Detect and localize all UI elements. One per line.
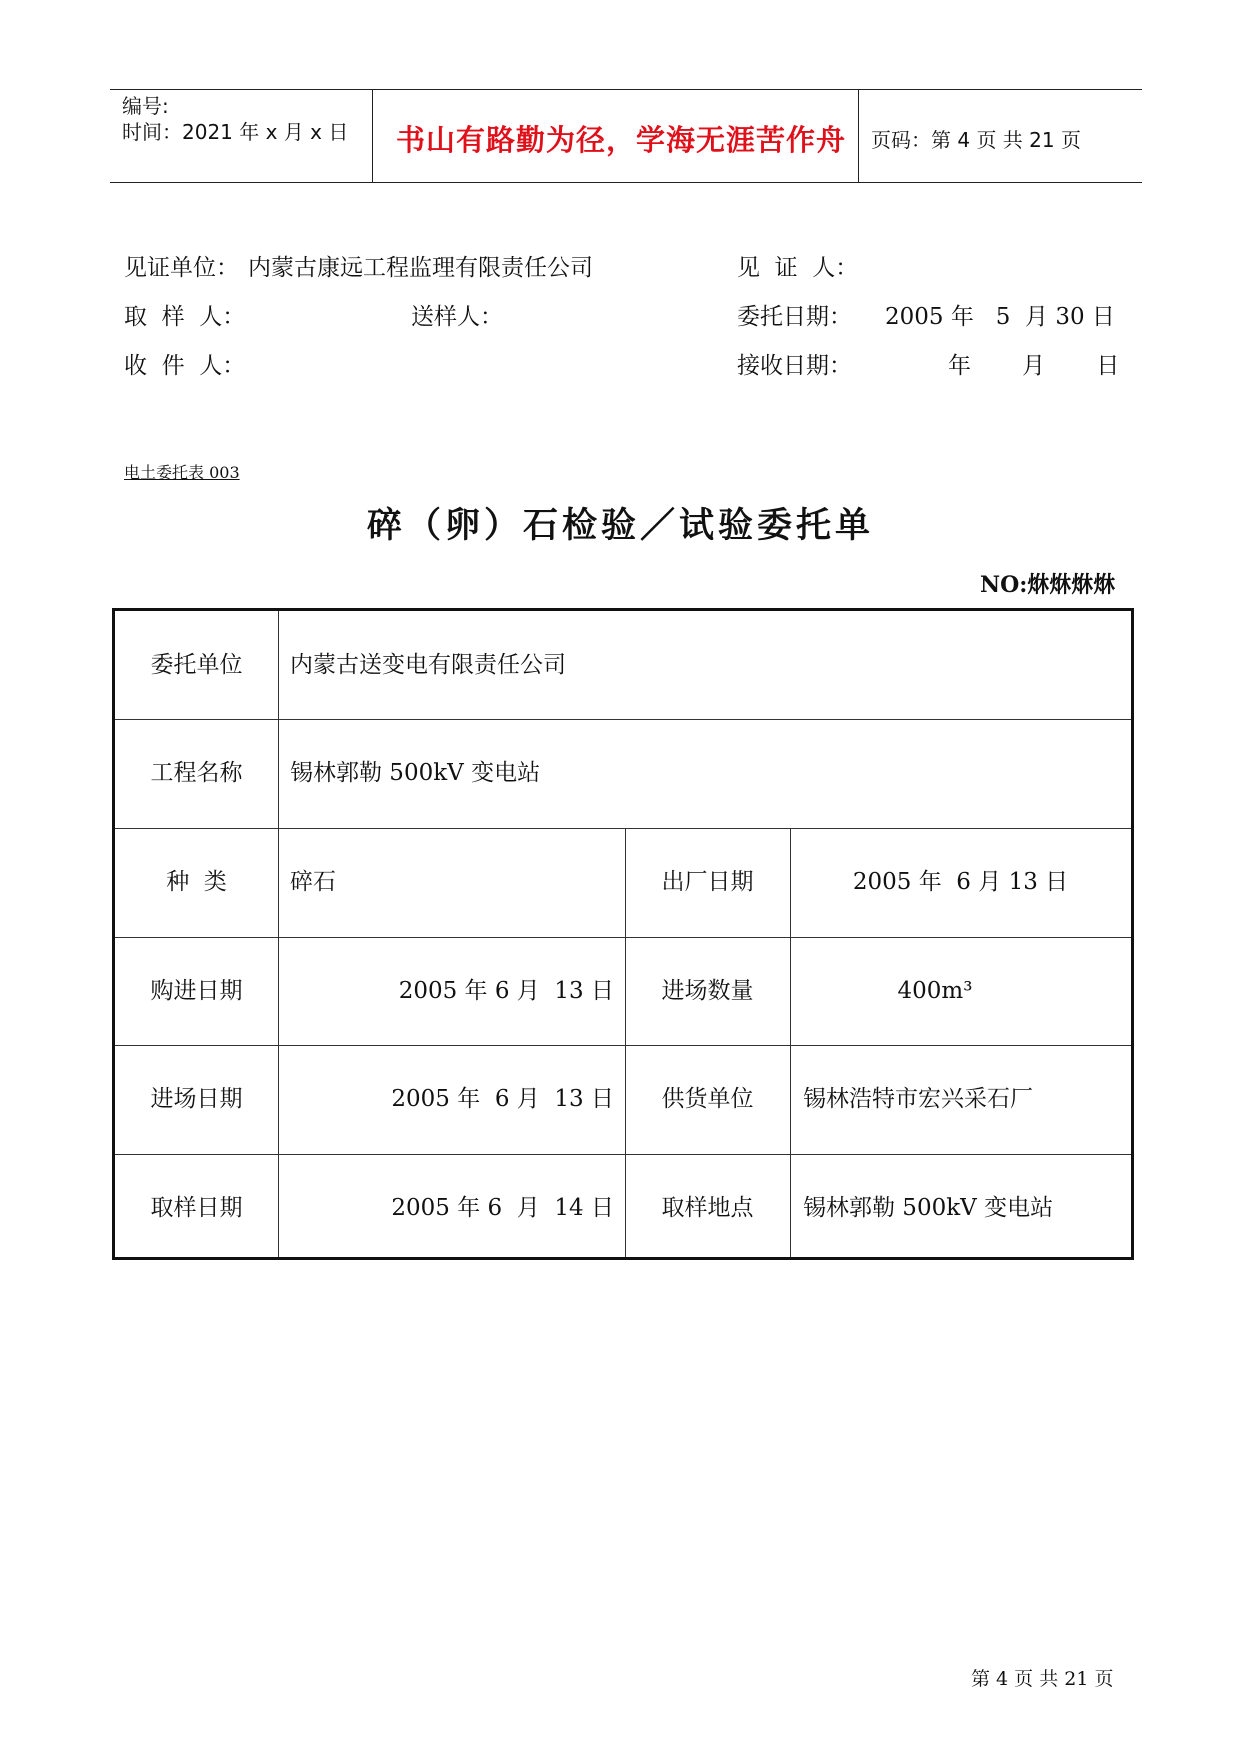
commission-date-value: 2005 年 5 月 30 日 xyxy=(885,304,1115,330)
supplier-label: 供货单位 xyxy=(661,1086,754,1112)
project-value: 锡林郭勒 500kV 变电站 xyxy=(290,760,541,786)
document-title: 碎（卵）石检验／试验委托单 xyxy=(366,506,874,546)
quantity-value: 400m³ xyxy=(897,978,973,1004)
project-label: 工程名称 xyxy=(150,760,243,786)
entry-date-value: 2005 年 6 月 13 日 xyxy=(391,1086,614,1112)
witness-unit-value: 内蒙古康远工程监理有限责任公司 xyxy=(248,255,593,281)
purchase-date-label: 购进日期 xyxy=(150,978,243,1004)
purchase-date-value: 2005 年 6 月 13 日 xyxy=(398,978,614,1004)
sample-date-label: 取样日期 xyxy=(150,1195,243,1221)
receive-date-value: 年 月 日 xyxy=(948,353,1120,379)
supplier-value: 锡林浩特市宏兴采石厂 xyxy=(803,1086,1033,1112)
client-value: 内蒙古送变电有限责任公司 xyxy=(290,652,566,678)
sample-place-value: 锡林郭勒 500kV 变电站 xyxy=(803,1195,1054,1221)
footer-page-info: 第 4 页 共 21 页 xyxy=(971,1668,1114,1690)
factory-date-label: 出厂日期 xyxy=(661,869,754,895)
receive-date-label: 接收日期： xyxy=(737,353,852,379)
header-page-info: 页码：第 4 页 共 21 页 xyxy=(871,128,1081,152)
header-motto: 书山有路勤为径，学海无涯苦作舟 xyxy=(396,123,847,157)
entry-date-label: 进场日期 xyxy=(150,1086,243,1112)
commission-table xyxy=(112,608,1134,1260)
quantity-label: 进场数量 xyxy=(661,978,754,1004)
sample-place-label: 取样地点 xyxy=(661,1195,754,1221)
witness-unit-label: 见证单位： xyxy=(124,255,239,281)
header-bottom-rule xyxy=(110,182,1142,183)
commission-date-label: 委托日期： xyxy=(737,304,852,330)
header-time-label: 时间：2021 年 x 月 x 日 xyxy=(122,120,349,144)
header-divider-right xyxy=(858,89,859,182)
header-divider-left xyxy=(372,89,373,182)
witness-person-label: 见 证 人： xyxy=(737,255,859,281)
receiver-label: 收 件 人： xyxy=(124,353,246,379)
serial-number-label: NO:烌烌烌烌 xyxy=(980,572,1116,598)
type-label: 种 类 xyxy=(166,869,227,895)
factory-date-value: 2005 年 6 月 13 日 xyxy=(852,869,1069,895)
header-top-rule xyxy=(110,89,1142,90)
form-code: 电土委托表 003 xyxy=(124,463,240,482)
sample-date-value: 2005 年 6 月 14 日 xyxy=(391,1195,614,1221)
type-value: 碎石 xyxy=(290,869,336,895)
sender-label: 送样人： xyxy=(411,304,503,330)
header-number-label: 编号: xyxy=(122,94,169,118)
sampler-label: 取 样 人： xyxy=(124,304,246,330)
client-label: 委托单位 xyxy=(150,652,243,678)
